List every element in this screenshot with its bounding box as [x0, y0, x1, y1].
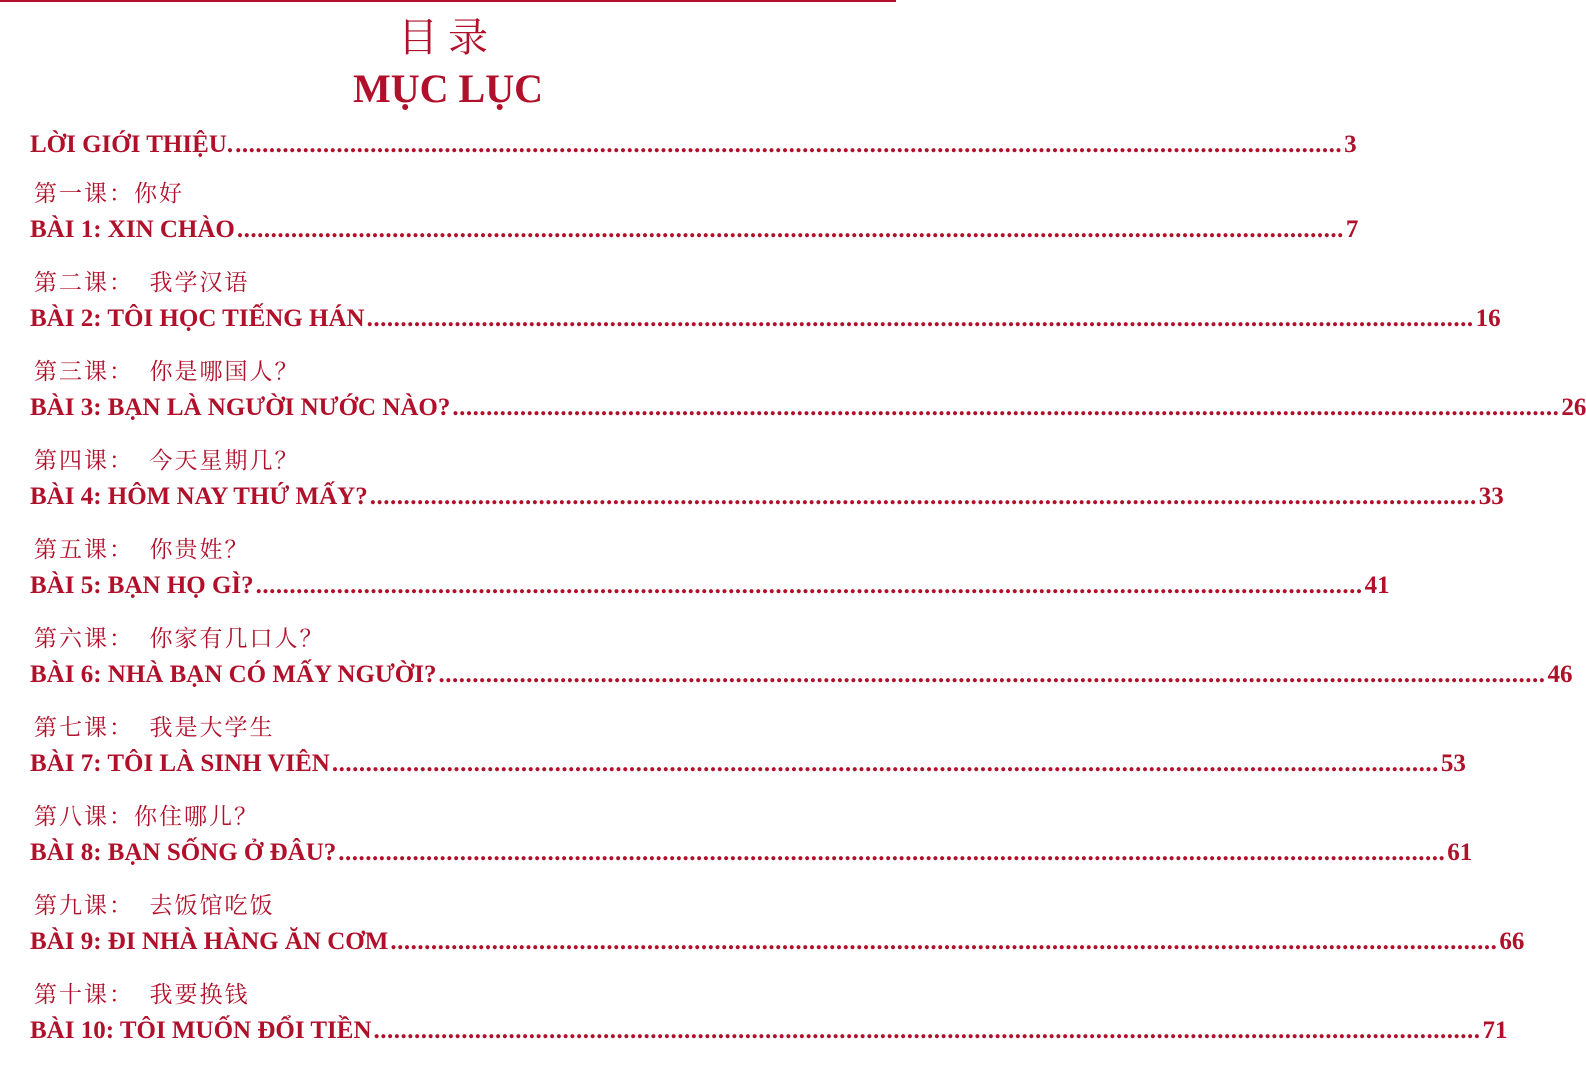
toc-entry-line[interactable] — [30, 927, 1525, 957]
lesson-title-chinese: 第一课：你好 — [34, 181, 184, 206]
toc-entry-line[interactable] — [30, 1016, 1508, 1046]
dot-leader: .................................................................................................................................................................... — [452, 394, 1560, 421]
lesson-title-vietnamese: BÀI 1: XIN CHÀO — [30, 216, 235, 243]
toc-page-number: 16 — [1475, 305, 1501, 332]
lesson-title-chinese: 第四课： 今天星期几？ — [34, 448, 300, 473]
lesson-title-chinese: 第六课： 你家有几口人？ — [34, 626, 325, 651]
lesson-title-vietnamese: BÀI 7: TÔI LÀ SINH VIÊN — [30, 750, 330, 777]
toc-page-number: 71 — [1482, 1017, 1508, 1044]
toc-entry-line[interactable] — [30, 482, 1504, 512]
lesson-title-chinese: 第三课： 你是哪国人？ — [34, 359, 300, 384]
dot-leader: .................................................................................................................................................................... — [338, 839, 1446, 866]
toc-entry-line[interactable] — [30, 660, 1573, 690]
lesson-title-vietnamese: BÀI 2: TÔI HỌC TIẾNG HÁN — [30, 305, 365, 332]
lesson-title-vietnamese: BÀI 9: ĐI NHÀ HÀNG ĂN CƠM — [30, 928, 389, 955]
toc-page-number: 3 — [1344, 131, 1357, 158]
lesson-title-vietnamese: BÀI 8: BẠN SỐNG Ở ĐÂU? — [30, 839, 337, 866]
toc-page-number: 46 — [1547, 661, 1573, 688]
lesson-title-chinese: 第二课： 我学汉语 — [34, 270, 250, 295]
lesson-title-chinese: 第五课： 你贵姓？ — [34, 537, 250, 562]
lesson-title-vietnamese: BÀI 5: BẠN HỌ GÌ? — [30, 572, 254, 599]
toc-entry-line[interactable] — [30, 304, 1501, 334]
toc-page-number: 66 — [1499, 928, 1525, 955]
dot-leader: .................................................................................................................................................................... — [235, 131, 1343, 158]
dot-leader: .................................................................................................................................................................... — [369, 483, 1477, 510]
lesson-title-vietnamese: BÀI 10: TÔI MUỐN ĐỔI TIỀN — [30, 1017, 372, 1044]
dot-leader: .................................................................................................................................................................... — [390, 928, 1498, 955]
dot-leader: .................................................................................................................................................................... — [438, 661, 1546, 688]
lesson-title-chinese: 第七课： 我是大学生 — [34, 715, 275, 740]
toc-title-chinese: 目录 — [398, 15, 498, 60]
dot-leader: .................................................................................................................................................................... — [255, 572, 1363, 599]
dot-leader: .................................................................................................................................................................... — [366, 305, 1474, 332]
dot-leader: .................................................................................................................................................................... — [331, 750, 1439, 777]
toc-entry-line[interactable] — [30, 838, 1473, 868]
dot-leader: .................................................................................................................................................................... — [373, 1017, 1481, 1044]
toc-entry-line[interactable] — [30, 215, 1359, 245]
toc-page-number: 41 — [1364, 572, 1390, 599]
toc-page-number: 26 — [1561, 394, 1586, 421]
lesson-title-vietnamese: BÀI 4: HÔM NAY THỨ MẤY? — [30, 483, 368, 510]
toc-entry-line[interactable] — [30, 749, 1466, 779]
lesson-title-chinese: 第八课：你住哪儿？ — [34, 804, 259, 829]
lesson-title-chinese: 第九课： 去饭馆吃饭 — [34, 893, 275, 918]
lesson-title-vietnamese: BÀI 3: BẠN LÀ NGƯỜI NƯỚC NÀO? — [30, 394, 451, 421]
top-border-rule — [0, 0, 896, 2]
toc-entry-line[interactable] — [30, 571, 1390, 601]
lesson-title-vietnamese: BÀI 6: NHÀ BẠN CÓ MẤY NGƯỜI? — [30, 661, 437, 688]
lesson-title-chinese: 第十课： 我要换钱 — [34, 982, 250, 1007]
toc-entry-line[interactable] — [30, 393, 1586, 423]
toc-page-number: 7 — [1345, 216, 1359, 243]
toc-entry-line[interactable] — [30, 130, 1357, 160]
toc-page-number: 53 — [1440, 750, 1466, 777]
toc-title-vietnamese: MỤC LỤC — [353, 66, 543, 111]
toc-page-number: 33 — [1478, 483, 1504, 510]
dot-leader: .................................................................................................................................................................... — [236, 216, 1344, 243]
toc-page-number: 61 — [1447, 839, 1473, 866]
toc-entry-label: LỜI GIỚI THIỆU. — [30, 131, 234, 158]
